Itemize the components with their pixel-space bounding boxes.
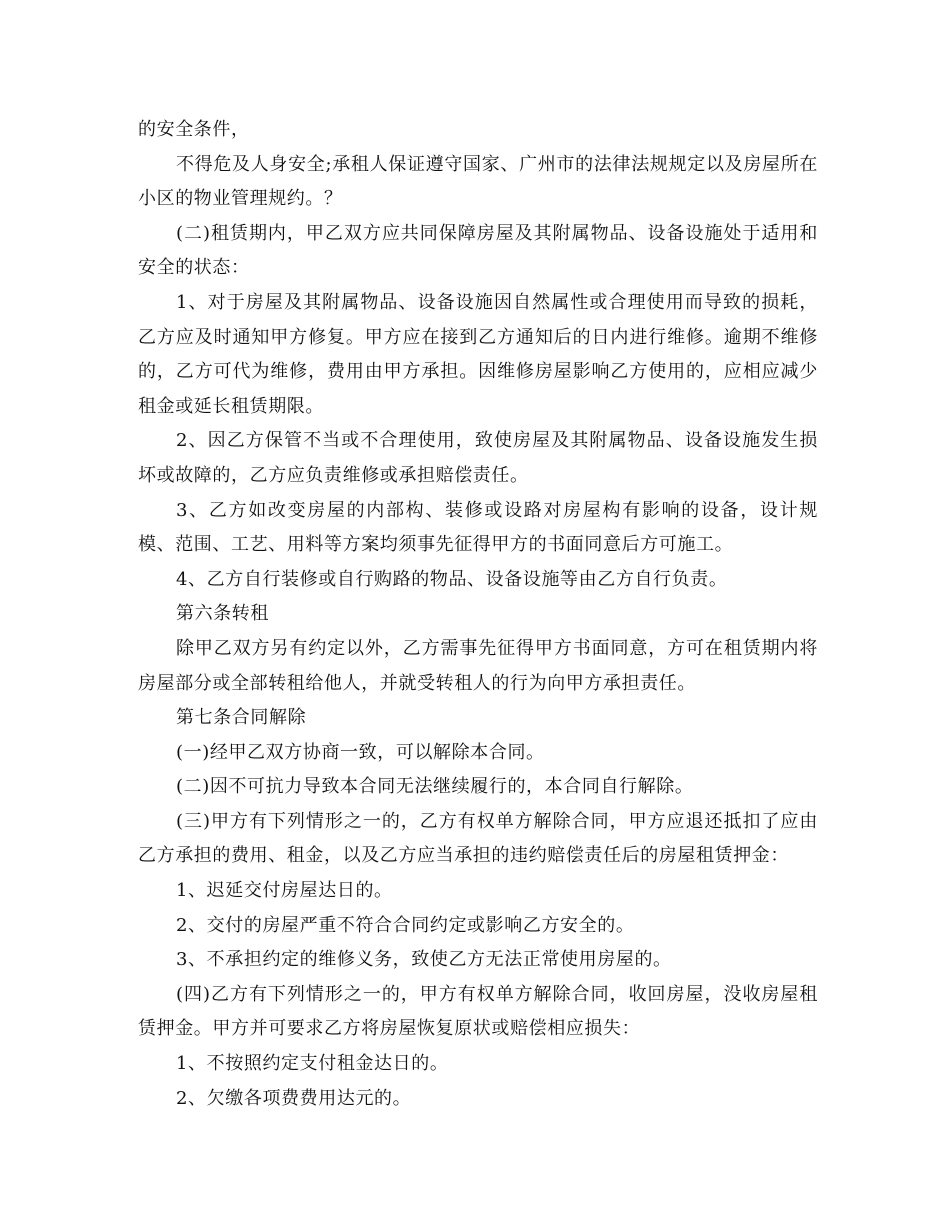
paragraph: 3、乙方如改变房屋的内部构、装修或设路对房屋构有影响的设备，设计规模、范围、工艺、用料等方案均须事先征得甲方的书面同意后方可施工。 [138, 499, 818, 556]
paragraph: 不得危及人身安全;承租人保证遵守国家、广州市的法律法规规定以及房屋所在小区的物业管理规约。？ [138, 153, 818, 210]
paragraph: 1、迟延交付房屋达日的。 [176, 880, 393, 902]
paragraph: 1、不按照约定支付租金达日的。 [176, 1053, 449, 1075]
paragraph: (四)乙方有下列情形之一的，甲方有权单方解除合同，收回房屋，没收房屋租赁押金。甲方并可要求乙方将房屋恢复原状或赔偿相应损失： [138, 983, 818, 1040]
paragraph: (一)经甲乙双方协商一致，可以解除本合同。 [176, 741, 545, 763]
section-heading: 第七条合同解除 [176, 707, 307, 729]
paragraph: 1、对于房屋及其附属物品、设备设施因自然属性或合理使用而导致的损耗，乙方应及时通知甲方修复。甲方应在接到乙方通知后的日内进行维修。逾期不维修的，乙方可代为维修，费用由甲方承担。因维修房屋影响乙方使用的，应相应减少租金或延长租赁期限。 [138, 291, 818, 417]
section-heading: 第六条转租 [176, 603, 269, 625]
paragraph: 3、不承担约定的维修义务，致使乙方无法正常使用房屋的。 [176, 949, 672, 971]
paragraph: (二)因不可抗力导致本合同无法继续履行的，本合同自行解除。 [176, 776, 694, 798]
paragraph: 2、交付的房屋严重不符合合同约定或影响乙方安全的。 [176, 914, 635, 936]
paragraph: (三)甲方有下列情形之一的，乙方有权单方解除合同，甲方应退还抵扣了应由乙方承担的费用、租金，以及乙方应当承担的违约赔偿责任后的房屋租赁押金： [138, 810, 818, 867]
paragraph: 除甲乙双方另有约定以外，乙方需事先征得甲方书面同意，方可在租赁期内将房屋部分或全部转租给他人，并就受转租人的行为向甲方承担责任。 [138, 637, 818, 694]
paragraph: 4、乙方自行装修或自行购路的物品、设备设施等由乙方自行负责。 [176, 568, 728, 590]
document-body [138, 113, 818, 1116]
paragraph: (二)租赁期内，甲乙双方应共同保障房屋及其附属物品、设备设施处于适用和安全的状态： [138, 222, 818, 279]
paragraph: 的安全条件， [138, 119, 250, 140]
paragraph: 2、因乙方保管不当或不合理使用，致使房屋及其附属物品、设备设施发生损坏或故障的，乙方应负责维修或承担赔偿责任。 [138, 430, 818, 486]
paragraph: 2、欠缴各项费费用达元的。 [176, 1087, 412, 1109]
